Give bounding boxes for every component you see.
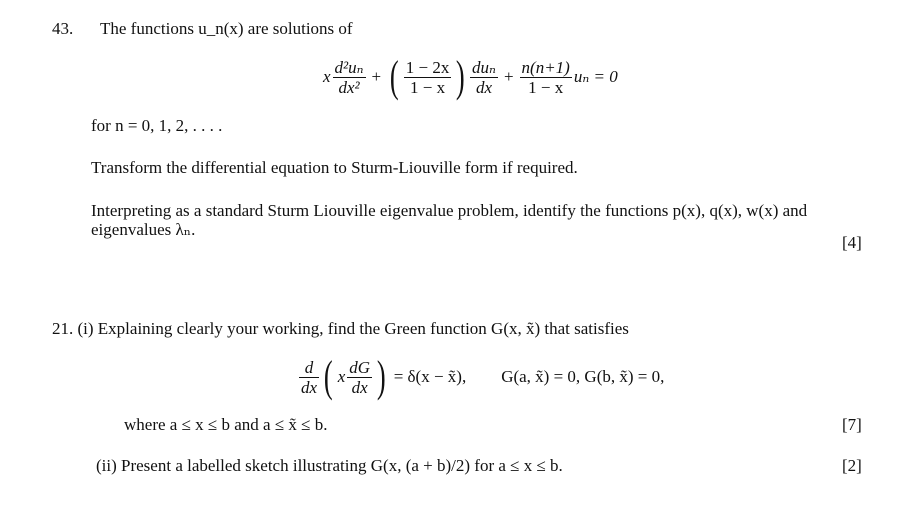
right-paren: ): [456, 52, 466, 101]
first-derivative-fraction: $\frac{\text{duₙ}}{dx}$: [472, 57, 496, 97]
inner-derivative-fraction: $\frac{dG}{dx}$: [349, 357, 371, 397]
left-paren: (: [390, 52, 399, 101]
eq-x: x: [337, 367, 346, 386]
interpret-instruction-line2: eigenvalues λₙ.: [91, 220, 196, 239]
for-n-values: for n = 0, 1, 2, . . . .: [91, 116, 223, 135]
plus-sign-2: +: [503, 67, 514, 86]
equation-rhs: = δ(x − x̃),: [393, 367, 467, 386]
question-21-part-ii: (ii) Present a labelled sketch illustrating G(x, (a + b)/2) for a ≤ x ≤ b.: [96, 456, 563, 475]
question-43-intro: The functions u_n(x) are solutions of: [100, 19, 353, 38]
eigen-fraction: $\frac{n(n+1)}{1 - x}$: [521, 57, 570, 97]
ode-x: x: [323, 67, 331, 86]
ode-tail: uₙ = 0: [573, 67, 618, 86]
interpret-instruction-line1: Interpreting as a standard Sturm Liouville eigenvalue problem, identify the functions p(x), q(x), w(x) and: [91, 201, 808, 220]
left-paren: (: [323, 352, 333, 401]
ode-equation: [322, 52, 619, 102]
coefficient-fraction: $\frac{1 - 2x}{1 - x}$: [405, 57, 450, 97]
question-number-43: 43.: [52, 19, 74, 38]
boundary-conditions: G(a, x̃) = 0, G(b, x̃) = 0,: [501, 367, 665, 386]
green-function-equation: [298, 352, 665, 402]
marks-q43: [4]: [842, 233, 862, 252]
question-21-part-i: 21. (i) Explaining clearly your working, find the Green function G(x, x̃) that satisfies: [52, 319, 629, 338]
marks-part-i: [7]: [842, 415, 862, 434]
plus-sign: +: [371, 67, 382, 86]
second-derivative-fraction: $\frac{\text{d²uₙ}}{\text{dx²}}$: [334, 57, 364, 97]
right-paren: ): [376, 352, 386, 401]
marks-part-ii: [2]: [842, 456, 862, 475]
outer-derivative-fraction: $\frac{d}{dx}$: [301, 357, 318, 397]
transform-instruction: Transform the differential equation to Sturm-Liouville form if required.: [91, 158, 578, 177]
domain-condition: where a ≤ x ≤ b and a ≤ x̃ ≤ b.: [124, 415, 328, 434]
